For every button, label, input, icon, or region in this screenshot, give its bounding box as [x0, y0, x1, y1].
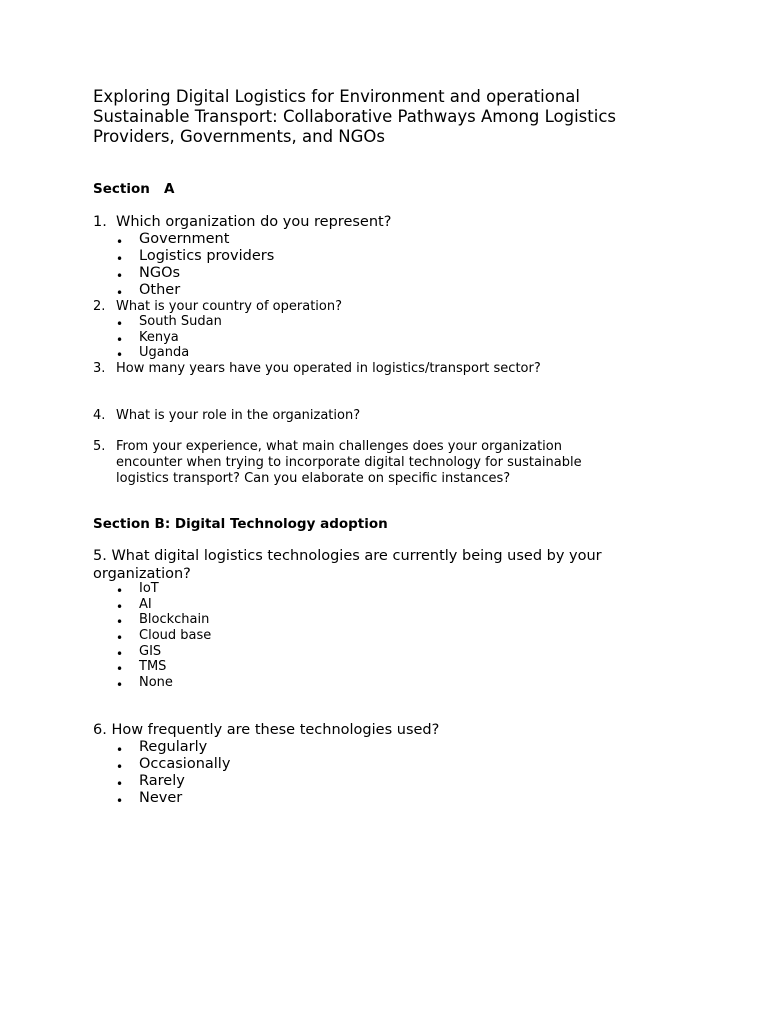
section-b-question-5-line-2: organization?: [93, 566, 191, 582]
document-title-line-2: Sustainable Transport: Collaborative Pathways Among Logistics: [93, 107, 616, 126]
tech-option-blockchain: Blockchain: [139, 612, 210, 627]
question-2-text: What is your country of operation?: [116, 299, 342, 314]
bullet-icon: •: [116, 317, 124, 331]
document-title-line-3: Providers, Governments, and NGOs: [93, 127, 386, 146]
frequency-option-rarely: Rarely: [139, 773, 185, 789]
question-5-text-line-2: encounter when trying to incorporate digital technology for sustainable: [116, 455, 582, 470]
q2-option-south-sudan: South Sudan: [139, 314, 222, 329]
tech-option-iot: IoT: [139, 581, 159, 596]
bullet-icon: •: [116, 269, 124, 283]
q1-option-logistics-providers: Logistics providers: [139, 248, 275, 264]
q2-option-uganda: Uganda: [139, 345, 190, 360]
bullet-icon: •: [116, 584, 124, 598]
section-a-heading: Section A: [93, 181, 175, 197]
tech-option-none: None: [139, 675, 173, 690]
document-title-line-1: Exploring Digital Logistics for Environment and operational: [93, 87, 580, 106]
question-4-text: What is your role in the organization?: [116, 408, 361, 423]
tech-option-ai: AI: [139, 597, 152, 612]
frequency-option-occasionally: Occasionally: [139, 756, 231, 772]
bullet-icon: •: [116, 794, 124, 808]
bullet-icon: •: [116, 678, 124, 692]
bullet-icon: •: [116, 286, 124, 300]
bullet-icon: •: [116, 760, 124, 774]
bullet-icon: •: [116, 631, 124, 645]
question-5-text-line-1: From your experience, what main challenges does your organization: [116, 439, 562, 454]
tech-option-tms: TMS: [139, 659, 167, 674]
bullet-icon: •: [116, 777, 124, 791]
bullet-icon: •: [116, 647, 124, 661]
section-b-heading: Section B: Digital Technology adoption: [93, 516, 388, 532]
question-6-text: 6. How frequently are these technologies used?: [93, 722, 440, 738]
q2-option-kenya: Kenya: [139, 330, 179, 345]
question-3-text: How many years have you operated in logistics/transport sector?: [116, 361, 541, 376]
bullet-icon: •: [116, 615, 124, 629]
q1-option-government: Government: [139, 231, 230, 247]
tech-option-gis: GIS: [139, 644, 162, 659]
bullet-icon: •: [116, 600, 124, 614]
tech-option-cloud-base: Cloud base: [139, 628, 212, 643]
question-4-number: 4.: [93, 408, 106, 423]
section-b-question-5-line-1: 5. What digital logistics technologies are currently being used by your: [93, 548, 602, 564]
question-1-number: 1.: [93, 214, 107, 230]
frequency-option-regularly: Regularly: [139, 739, 208, 755]
bullet-icon: •: [116, 348, 124, 362]
bullet-icon: •: [116, 662, 124, 676]
bullet-icon: •: [116, 743, 124, 757]
q1-option-ngos: NGOs: [139, 265, 181, 281]
question-3-number: 3.: [93, 361, 106, 376]
bullet-icon: •: [116, 235, 124, 249]
question-5-text-line-3: logistics transport? Can you elaborate on specific instances?: [116, 471, 511, 486]
bullet-icon: •: [116, 333, 124, 347]
q1-option-other: Other: [139, 282, 181, 298]
question-5-number: 5.: [93, 439, 106, 454]
question-1-text: Which organization do you represent?: [116, 214, 392, 230]
bullet-icon: •: [116, 252, 124, 266]
frequency-option-never: Never: [139, 790, 183, 806]
question-2-number: 2.: [93, 299, 106, 314]
